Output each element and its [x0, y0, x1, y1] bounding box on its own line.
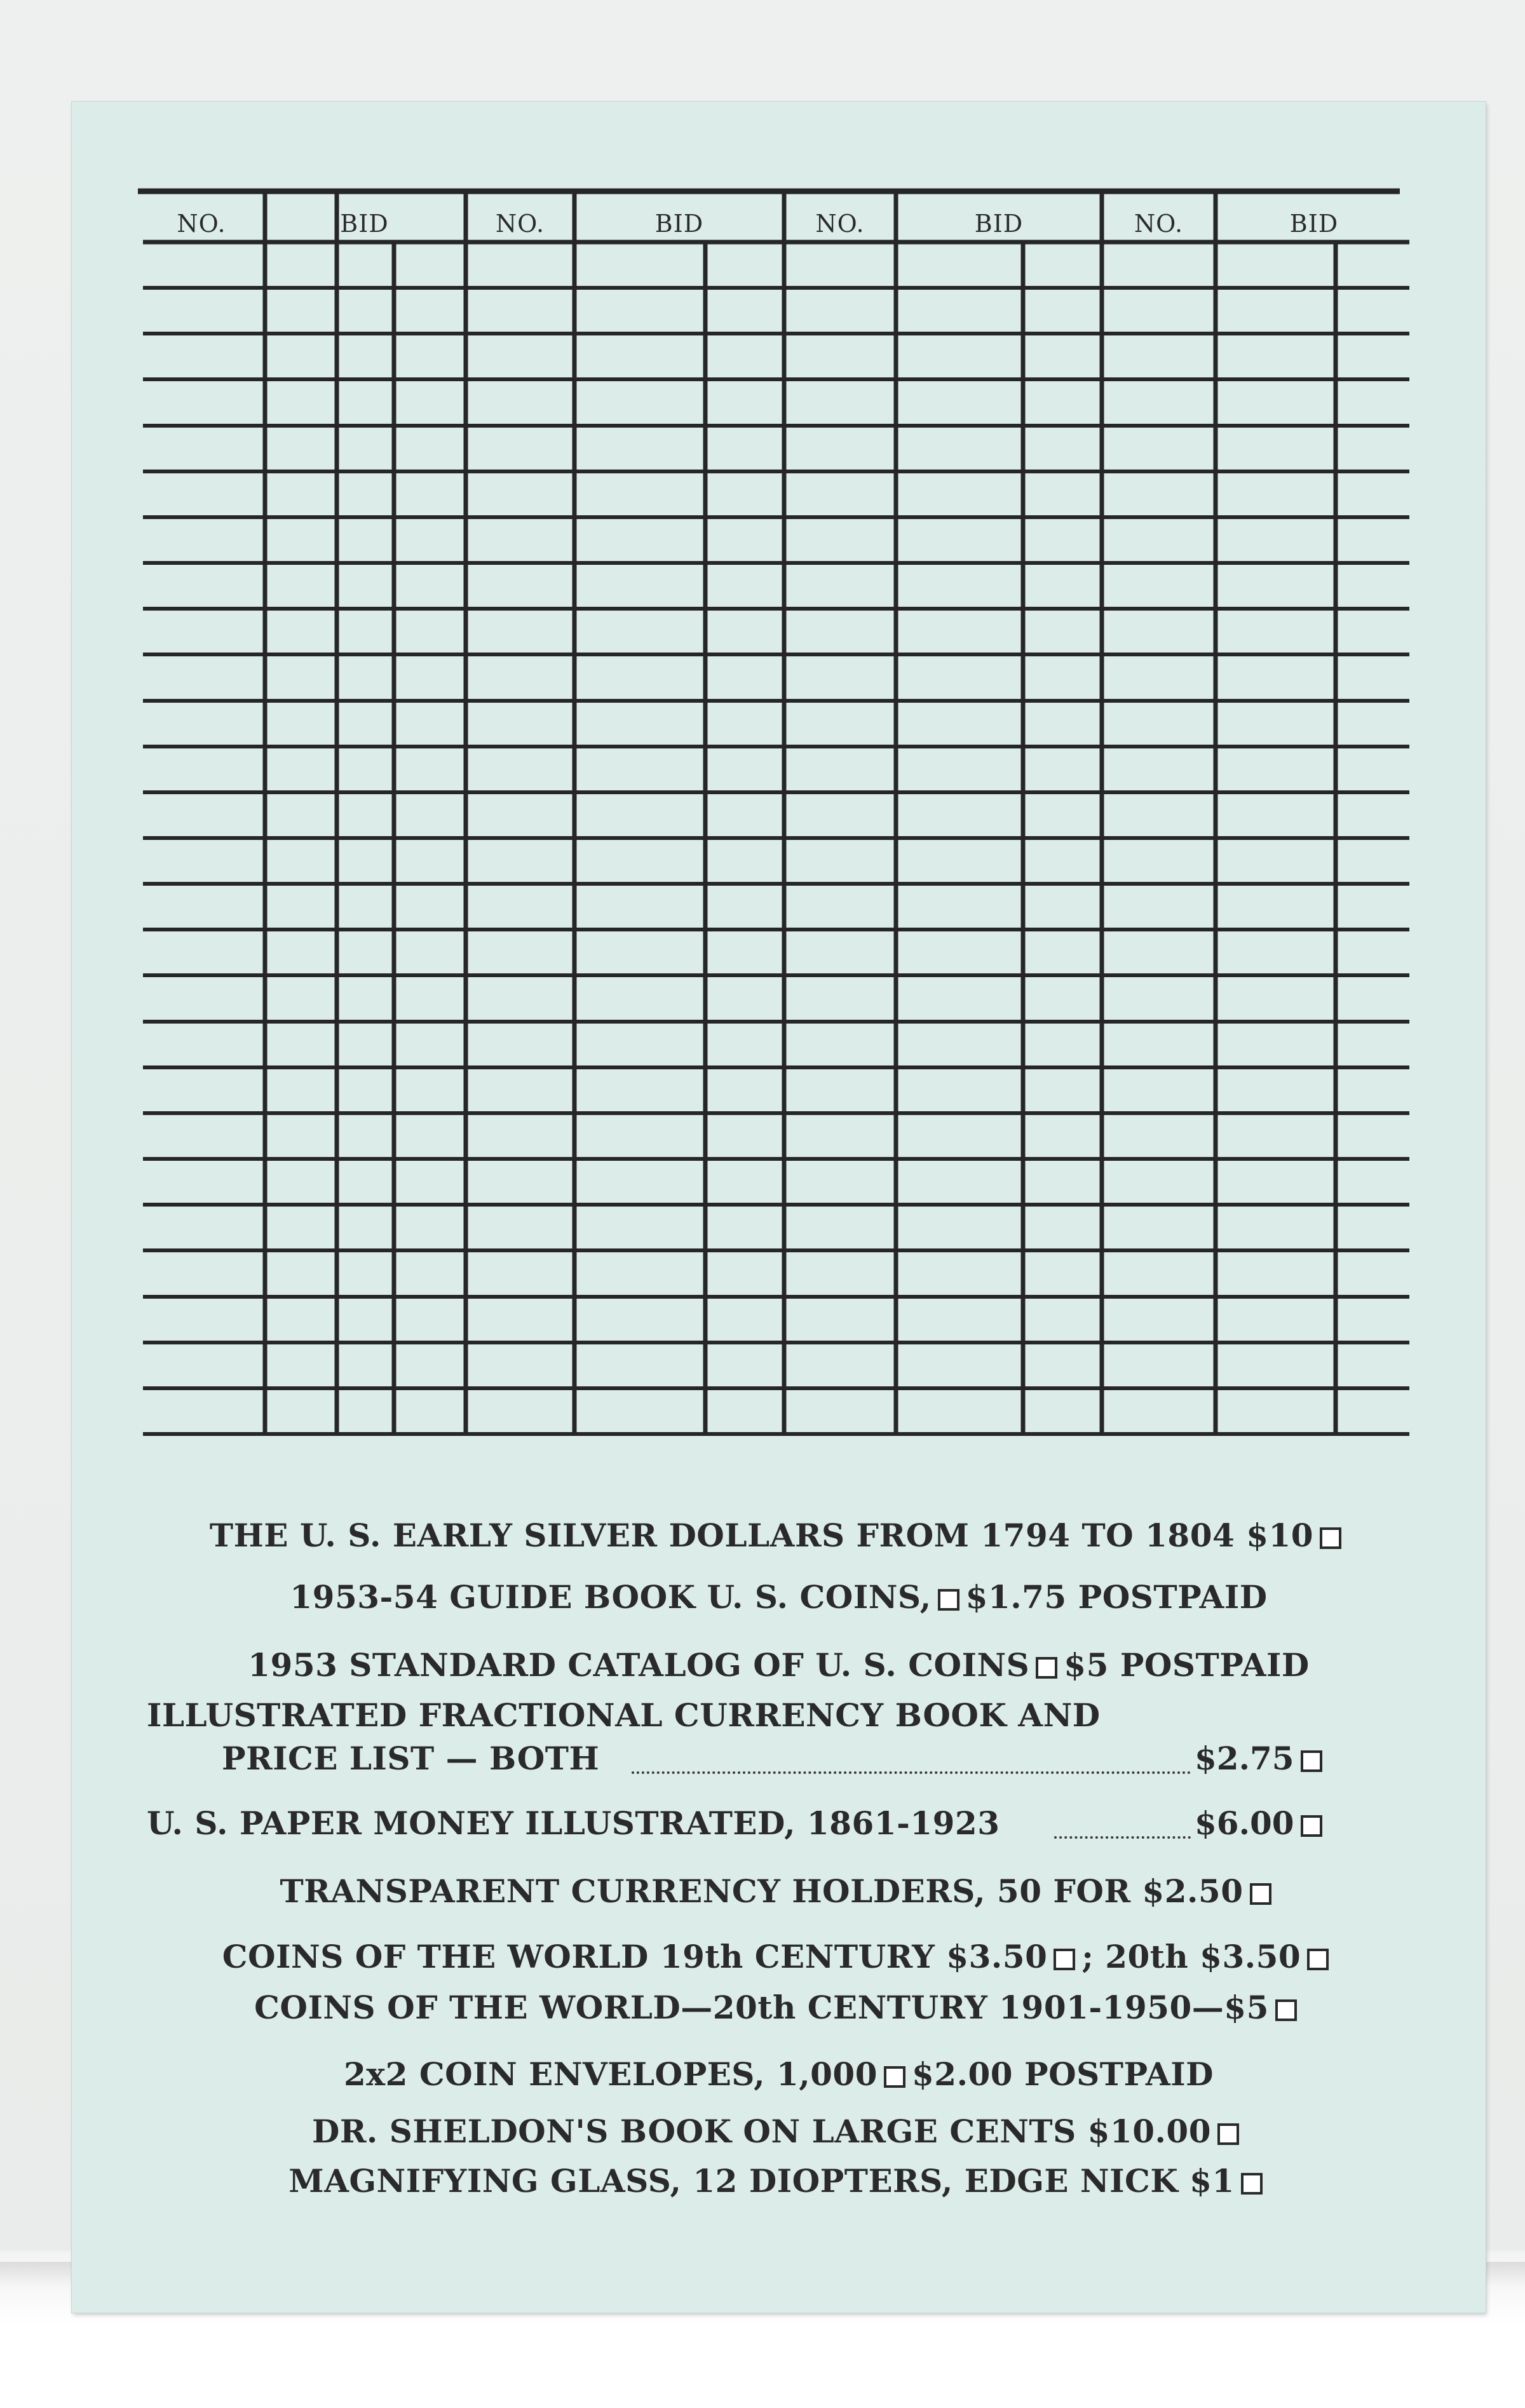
header-no-4: NO.: [1134, 210, 1184, 238]
item-text-2: ; 20th $3.50: [1081, 1938, 1301, 1975]
item-price: $6.00: [1195, 1804, 1294, 1842]
item-price-text: $1.75 POSTPAID: [965, 1578, 1268, 1616]
order-item-coins-world-20th: [72, 1989, 1486, 2026]
order-checkbox[interactable]: [1241, 2173, 1263, 2195]
bid-sheet: [72, 102, 1486, 2313]
order-checkbox[interactable]: [1250, 1883, 1271, 1905]
order-item-fractional: [1195, 1740, 1329, 1777]
dot-leader: [1054, 1836, 1191, 1839]
item-text: MAGNIFYING GLASS, 12 DIOPTERS, EDGE NICK $1: [288, 2162, 1235, 2200]
header-bid-2: BID: [654, 210, 704, 238]
bid-grid: [72, 102, 1486, 1449]
order-item-standard-catalog: [72, 1646, 1486, 1684]
order-checkbox[interactable]: [1301, 1815, 1322, 1837]
item-text: TRANSPARENT CURRENCY HOLDERS, 50 FOR $2.50: [280, 1872, 1244, 1910]
item-text: COINS OF THE WORLD 19th CENTURY $3.50: [222, 1938, 1048, 1975]
order-item-paper-money: [1195, 1804, 1329, 1842]
order-checkbox[interactable]: [1301, 1750, 1322, 1772]
header-no-2: NO.: [495, 210, 545, 238]
order-item-fractional-line2: PRICE LIST — BOTH: [222, 1740, 600, 1777]
order-checkbox[interactable]: [1054, 1949, 1075, 1970]
item-price-text: $2.00 POSTPAID: [912, 2055, 1214, 2093]
order-item-fractional-line1: ILLUSTRATED FRACTIONAL CURRENCY BOOK AND: [147, 1696, 1101, 1734]
order-checkbox[interactable]: [1217, 2123, 1239, 2145]
order-checkbox[interactable]: [938, 1589, 959, 1611]
item-text: 1953 STANDARD CATALOG OF U. S. COINS: [248, 1646, 1030, 1684]
order-item-paper-money-label: U. S. PAPER MONEY ILLUSTRATED, 1861-1923: [147, 1804, 1000, 1842]
order-checkbox[interactable]: [1307, 1949, 1329, 1970]
header-no-1: NO.: [177, 210, 226, 238]
header-no-3: NO.: [815, 210, 865, 238]
order-item-magnifying-glass: [72, 2162, 1486, 2200]
item-text: 2x2 COIN ENVELOPES, 1,000: [344, 2055, 878, 2093]
order-checkbox[interactable]: [884, 2066, 905, 2088]
item-price: $2.75: [1195, 1740, 1294, 1777]
header-bid-4: BID: [1289, 210, 1339, 238]
dot-leader: [632, 1771, 1191, 1774]
order-checkbox[interactable]: [1036, 1657, 1057, 1679]
order-item-sheldon-book: [72, 2113, 1486, 2150]
item-text: DR. SHELDON'S BOOK ON LARGE CENTS $10.00: [311, 2113, 1212, 2150]
order-item-guide-book: [72, 1578, 1486, 1616]
order-item-coin-envelopes: [72, 2055, 1486, 2093]
order-item-silver-dollars: [72, 1517, 1486, 1554]
item-text: 1953-54 GUIDE BOOK U. S. COINS,: [290, 1578, 932, 1616]
order-item-coins-world-19th: [72, 1938, 1486, 1975]
header-bid-3: BID: [974, 210, 1024, 238]
item-price-text: $5 POSTPAID: [1064, 1646, 1310, 1684]
header-bid-1: BID: [340, 210, 389, 238]
order-checkbox[interactable]: [1320, 1527, 1341, 1549]
order-item-currency-holders: [72, 1872, 1486, 1910]
order-checkbox[interactable]: [1275, 1999, 1297, 2021]
item-text: COINS OF THE WORLD—20th CENTURY 1901-1950—$5: [254, 1989, 1269, 2026]
item-text: THE U. S. EARLY SILVER DOLLARS FROM 1794 TO 1804 $10: [209, 1517, 1314, 1554]
